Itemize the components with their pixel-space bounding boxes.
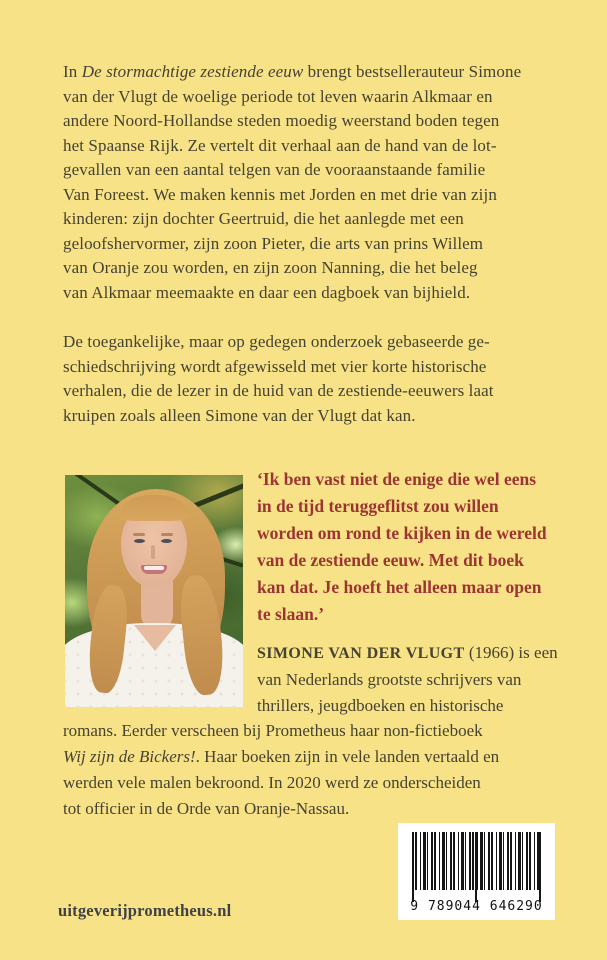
- author-eye: [161, 539, 172, 543]
- text-run: brengt bestsellerauteur Simone: [303, 62, 522, 81]
- publisher-url: uitgeverijprometheus.nl: [58, 901, 232, 920]
- barcode-digits: 9 789044 646290: [410, 899, 543, 914]
- text-line: kruipen zoals alleen Simone van der Vlugt dat kan.: [63, 405, 416, 425]
- text-line: van Alkmaar meemaakte en daar een dagboek van bijhield.: [63, 282, 471, 302]
- text-line: [63, 744, 499, 770]
- author-eyebrow: [133, 533, 145, 536]
- text-line: van Oranje zou worden, en zijn zoon Nanning, die het beleg: [63, 258, 478, 277]
- barcode-guard-bar: [412, 832, 414, 902]
- text-line: verhalen, die de lezer in de huid van de zestiende-eeuwers laat: [63, 381, 494, 400]
- author-eye: [134, 539, 145, 543]
- text-line: van Nederlands grootste schrijvers van: [257, 670, 522, 689]
- quote-line: worden om rond te kijken in de wereld: [257, 523, 547, 543]
- text-line: [257, 640, 558, 667]
- text-line: andere Noord-Hollandse steden moedig weerstand boden tegen: [63, 111, 500, 130]
- press-quote: [257, 466, 547, 628]
- author-eyebrow: [161, 533, 173, 536]
- text-run: . Haar boeken zijn in vele landen vertaald en: [195, 747, 500, 766]
- barcode: [398, 823, 555, 920]
- author-photo: [65, 475, 243, 707]
- barcode-guard-bar: [475, 832, 477, 902]
- quote-line: van de zestiende eeuw. Met dit boek: [257, 550, 524, 570]
- book-title-italic: Wij zijn de Bickers!: [63, 747, 196, 766]
- author-name: SIMONE VAN DER VLUGT: [257, 645, 465, 662]
- text-line: [63, 60, 521, 85]
- text-line: thrillers, jeugdboeken en historische: [257, 696, 504, 715]
- text-line: Van Foreest. We maken kennis met Jorden en met drie van zijn: [63, 184, 497, 204]
- barcode-guard-bar: [539, 832, 541, 902]
- quote-line: kan dat. Je hoeft het alleen maar open: [257, 577, 542, 597]
- quote-line: te slaan.’: [257, 604, 325, 624]
- synopsis-paragraph-1: [63, 60, 521, 305]
- text-line: gevallen van een aantal telgen van de vooraanstaande familie: [63, 160, 486, 179]
- quote-line: ‘Ik ben vast niet de enige die wel eens: [257, 469, 537, 489]
- quote-line: in de tijd teruggeflitst zou willen: [257, 496, 499, 516]
- book-title-italic: De stormachtige zestiende eeuw: [81, 62, 304, 81]
- author-teeth: [144, 566, 164, 570]
- text-run: In: [63, 62, 82, 81]
- text-line: werden vele malen bekroond. In 2020 werd ze onderscheiden: [63, 773, 481, 792]
- synopsis-paragraph-2: [63, 330, 494, 428]
- author-nose: [151, 545, 155, 559]
- author-bio-full: [63, 718, 499, 822]
- text-line: tot officier in de Orde van Oranje-Nassau.: [63, 799, 350, 818]
- text-line: kinderen: zijn dochter Geertruid, die het aanlegde met een: [63, 209, 464, 228]
- text-line: geloofshervormer, zijn zoon Pieter, die arts van prins Willem: [63, 233, 484, 253]
- text-line: De toegankelijke, maar op gedegen onderzoek gebaseerde ge-: [63, 332, 490, 351]
- text-run: (1966) is een: [464, 643, 558, 662]
- text-line: van der Vlugt de woelige periode tot leven waarin Alkmaar en: [63, 86, 493, 106]
- text-line: het Spaanse Rijk. Ze vertelt dit verhaal aan de hand van de lot-: [63, 135, 497, 155]
- text-line: schiedschrijving wordt afgewisseld met vier korte historische: [63, 356, 487, 376]
- author-bio-column: [257, 640, 558, 719]
- author-smile: [141, 565, 167, 574]
- text-line: romans. Eerder verscheen bij Prometheus haar non-fictieboek: [63, 721, 483, 740]
